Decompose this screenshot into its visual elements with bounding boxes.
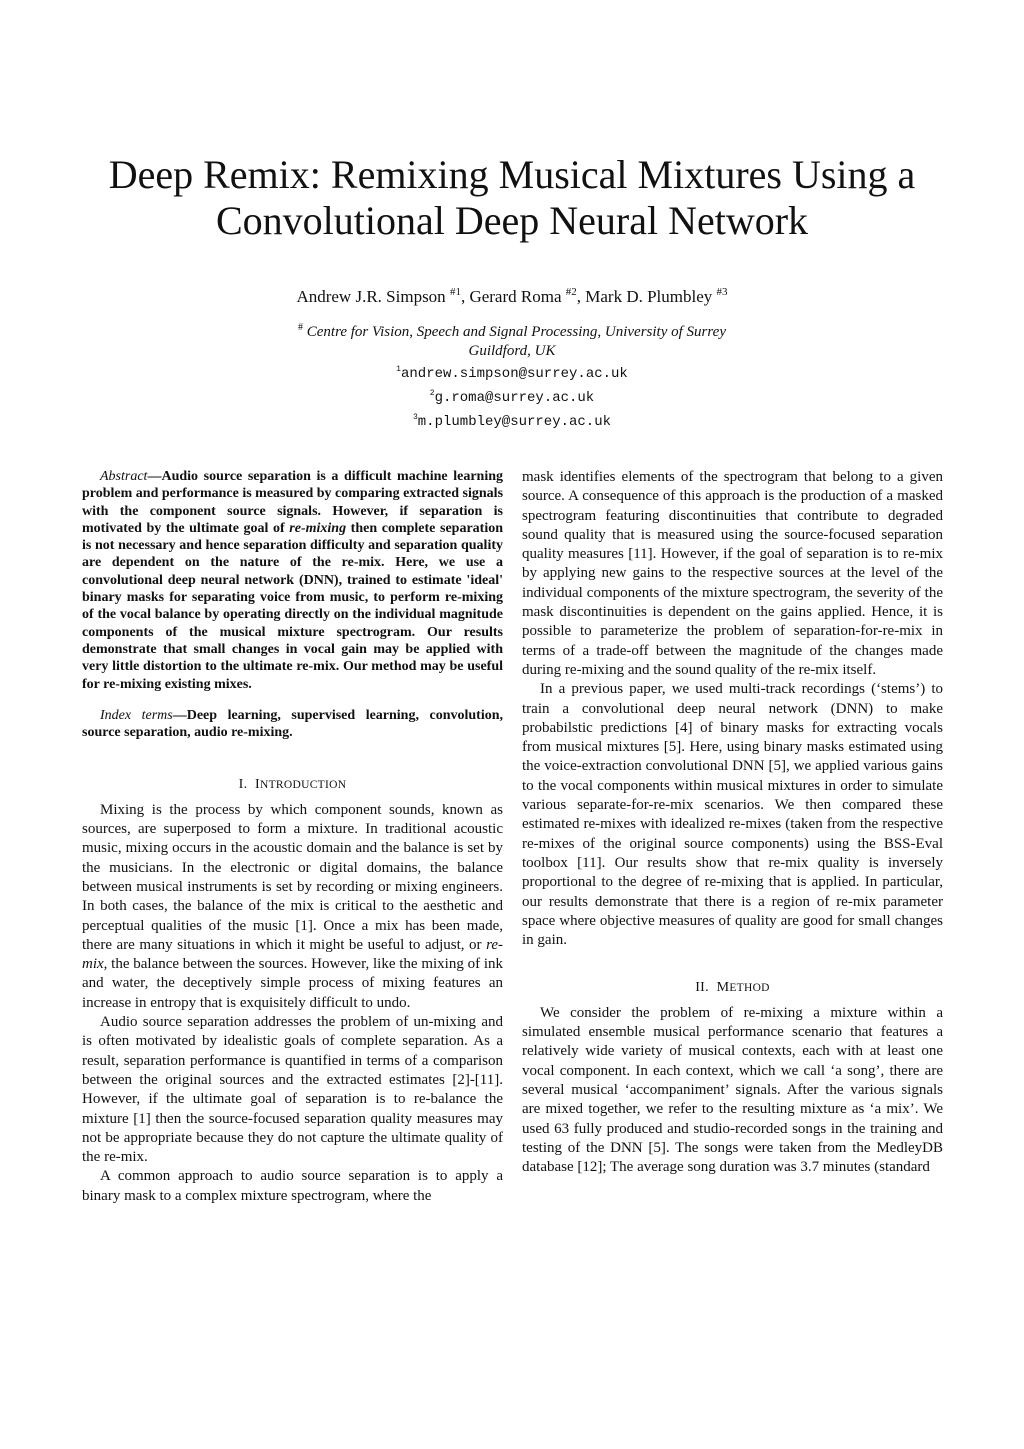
intro-paragraph-4: In a previous paper, we used multi-track recordings (‘stems’) to train a convolutional deep neural network (DNN) to make probabilstic predictions [4] of binary masks for extracting vocals from musical mixtures [5]. Here, using binary masks estimated using the voice-extraction convolutional DNN [5], we applied various gains to the vocal components within musical mixtures in order to simulate various separate-for-re-mix scenarios. We then compared these estimated re-mixes with idealized re-mixes (taken from the respective re-mixes of the original source components) using the BSS-Eval toolbox [11]. Our results show that re-mix quality is inversely proportional to the degree of re-mixing that is applied. In particular, our results demonstrate that there is a region of re-mix parameter space where objective measures of quality are good for small changes in gain. (522, 681, 943, 949)
title-line-1: Deep Remix: Remixing Musical Mixtures Using a (108, 152, 916, 197)
author-name: Gerard Roma (469, 287, 562, 306)
email-entry[interactable] (0, 360, 1024, 384)
author-mark: #1 (449, 286, 461, 298)
email-address[interactable]: g.roma@surrey.ac.uk (434, 390, 595, 406)
intro-paragraph-3: A common approach to audio source separation is to apply a binary mask to a complex mixture spectrogram, where the (82, 1168, 503, 1204)
email-mark: 2 (429, 389, 435, 398)
author-mark: #3 (716, 286, 728, 298)
intro-paragraph-1 (82, 801, 503, 1013)
left-column (82, 468, 503, 1206)
email-address[interactable]: m.plumbley@surrey.ac.uk (417, 414, 612, 430)
abstract (82, 468, 503, 693)
email-address[interactable]: andrew.simpson@surrey.ac.uk (400, 366, 628, 382)
method-paragraph-1: We consider the problem of re-mixing a mixture within a simulated ensemble musical performance scenario that features a relatively wide variety of musical contexts, each with at least one vocal component. In each context, which we call ‘a song’, there are several musical ‘accompaniment’ signals. After the various signals are mixed together, we refer to the resulting mixture as ‘a mix’. We used 63 fully produced and studio-recorded songs in the training and testing of the DNN [5]. The songs were taken from the MedleyDB database [12]; The average song duration was 3.7 minutes (standard (522, 1004, 943, 1176)
section-rest: ETHOD (729, 982, 770, 995)
right-column (522, 468, 943, 1177)
intro-paragraph-1-b: , the balance between the sources. However, like the mixing of ink and water, the deceptively simple process of mixing features an increase in entropy that is exquisitely difficult to undo. (82, 956, 503, 1011)
section-heading-method (522, 978, 943, 998)
intro-paragraph-2: Audio source separation addresses the problem of un-mixing and is often motivated by idealistic goals of complete separation. As a result, separation performance is quantified in terms of a comparison between the original sources and the extracted estimates [2]-[11]. However, if the ultimate goal of separation is to re-balance the mixture [1] then the source-focused separation quality measures may not be appropriate because they do not capture the ultimate quality of the re-mix. (82, 1014, 503, 1166)
intro-paragraph-3-continued: mask identifies elements of the spectrogram that belong to a given source. A consequence of this approach is the production of a masked spectrogram featuring discontinuities that contribute to degraded sound quality that is measured using the source-focused separation quality measures [11]. However, if the goal of separation is to re-mix by applying new gains to the respective sources at the level of the individual components of the mixture spectrogram, the severity of the mask discontinuities is dependent on the gains applied. Hence, it is possible to parameterize the problem of separation-for-re-mix in terms of a trade-off between the magnitude of the changes made during re-mixing and the sound quality of the re-mix itself. (522, 469, 943, 678)
intro-paragraph-1-a: Mixing is the process by which component sounds, known as sources, are superposed to form a mixture. In traditional acoustic music, mixing occurs in the acoustic domain and the balance is set by the musicians. In the electronic or digital domains, the balance between musical instruments is set by recording or mixing engineers. In both cases, the balance of the mix is critical to the aesthetic and perceptual qualities of the music [1]. Once a mix has been made, there are many situations in which it might be useful to adjust, or (82, 801, 503, 953)
email-list (0, 360, 1024, 432)
abstract-text-b: then complete separation is not necessary and hence separation difficulty and separation quality are dependent on the nature of the re-mix. Here, we use a convolutional deep neural network (DNN), trained to estimate 'ideal' binary masks for separating voice from music, to perform re-mixing of the vocal balance by operating directly on the individual magnitude components of the musical mixture spectrogram. Our results demonstrate that small changes in vocal gain may be applied with very little distortion to the ultimate re-mix. Our method may be useful for re-mixing existing mixes. (82, 520, 503, 692)
abstract-text-a: —Audio source separation is a difficult machine learning problem and performance is measured by comparing extracted signals with the component source signals. However, if separation is motivated by the ultimate goal of (82, 469, 504, 536)
affiliation-mark: # (298, 322, 303, 333)
section-numeral: II. (695, 980, 709, 996)
email-entry[interactable] (0, 384, 1024, 408)
intro-paragraph-1-emphasis: re-mix (82, 936, 503, 973)
section-initial: M (716, 980, 730, 996)
paper-title (60, 152, 964, 244)
title-line-2: Convolutional Deep Neural Network (215, 198, 809, 243)
author-mark: #2 (565, 286, 577, 298)
author-name: Mark D. Plumbley (585, 287, 713, 306)
affiliation (0, 318, 1024, 361)
index-terms-text: —Deep learning, supervised learning, convolution, source separation, audio re-mixing. (82, 707, 504, 741)
author-list: Andrew J.R. Simpson $^{\#1}$, Gerard Roma $^{\#2}$, Mark D. Plumbley $^{\#3}$ (296, 286, 728, 306)
index-terms-label: Index terms (100, 707, 173, 723)
email-mark: 1 (396, 365, 401, 374)
section-initial: I (255, 777, 260, 793)
abstract-emphasis: re-mixing (289, 520, 347, 536)
section-numeral: I. (238, 777, 248, 793)
email-entry[interactable] (0, 408, 1024, 432)
abstract-label: Abstract (100, 469, 148, 484)
index-terms (82, 707, 503, 742)
affiliation-line-2: Guildford, UK (468, 343, 556, 359)
section-heading-introduction (82, 775, 503, 795)
affiliation-line-1: Centre for Vision, Speech and Signal Processing, University of Surrey (306, 324, 726, 340)
author-name: Andrew J.R. Simpson (296, 287, 446, 306)
email-mark: 3 (412, 413, 418, 422)
section-rest: NTRODUCTION (259, 779, 347, 792)
